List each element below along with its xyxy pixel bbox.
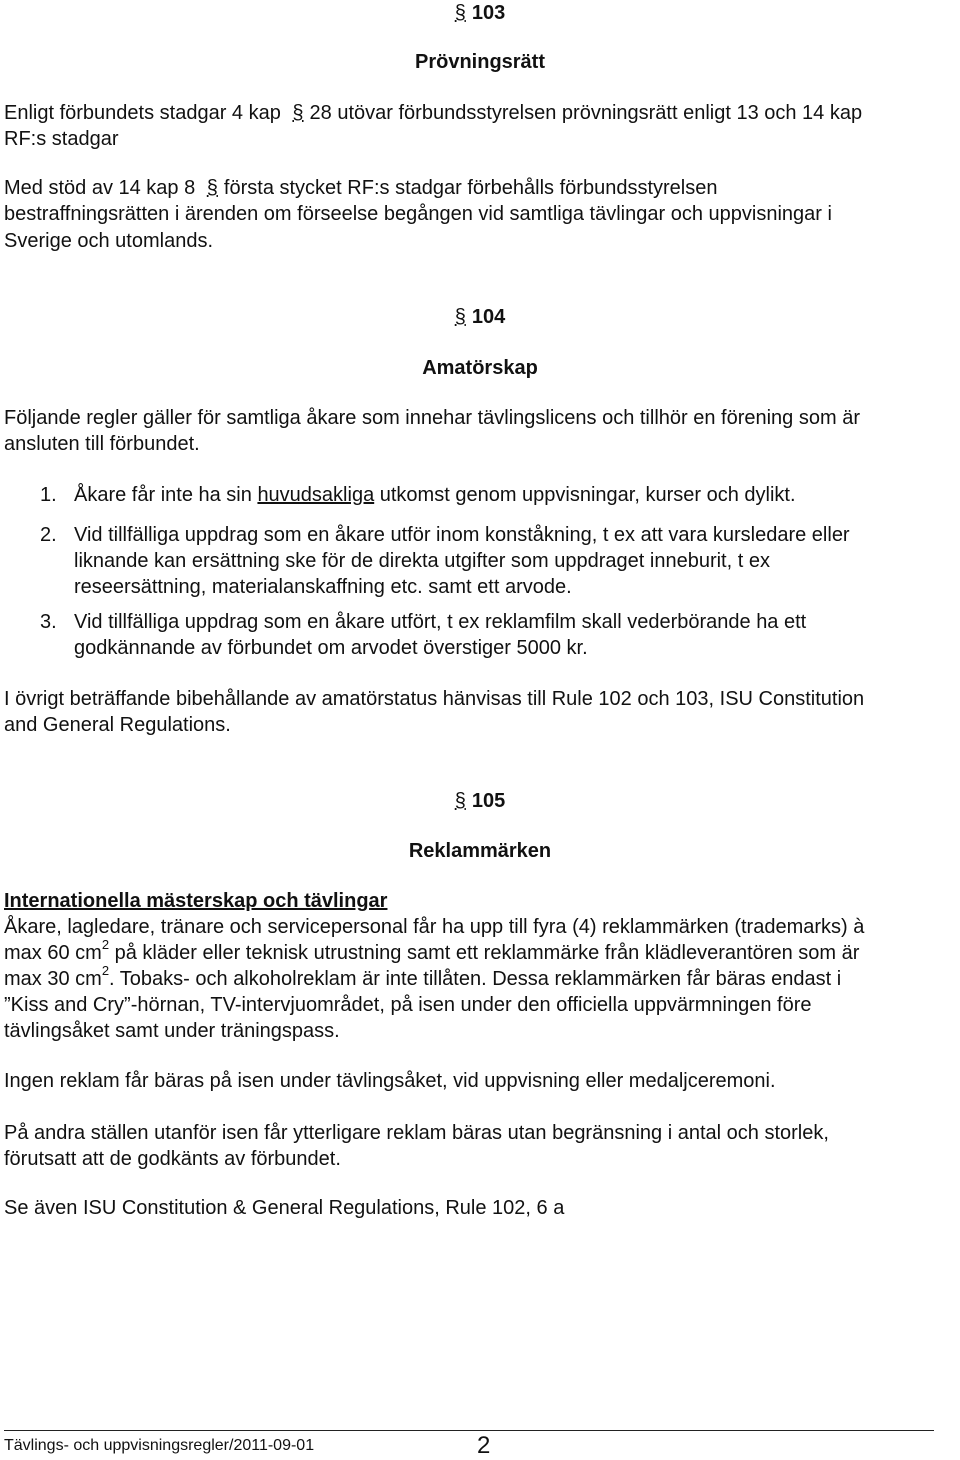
superscript: 2: [101, 963, 110, 979]
paragraph-sign-icon: §: [292, 102, 304, 124]
section-104-item-2-line-2: liknande kan ersättning ske för de direkta utgifter som uppdraget inneburit, t ex: [74, 550, 770, 572]
item-number: 2.: [40, 524, 57, 546]
superscript: 2: [101, 937, 110, 953]
section-103-title: Prövningsrätt: [414, 51, 546, 73]
section-104-title: Amatörskap: [422, 357, 538, 379]
footer-document-title: Tävlings- och uppvisningsregler/2011-09-01: [4, 1437, 315, 1454]
section-103-paragraph-2-line-1: Med stöd av 14 kap 8 § första stycket RF:s stadgar förbehålls förbundsstyrelsen: [4, 177, 718, 199]
section-105-paragraph-1-line-3: max 30 $cm^2$. Tobaks- och alkoholreklam är inte tillåten. Dessa reklammärken får bäras endast i: [4, 963, 842, 990]
section-104-item-3-line-2: godkännande av förbundet om arvodet överstiger 5000 kr.: [74, 637, 588, 659]
item-number: 3.: [40, 611, 57, 633]
underlined-term: huvudsakliga: [257, 484, 375, 506]
section-104-outro-line-1: I övrigt beträffande bibehållande av amatörstatus hänvisas till Rule 102 och 103, ISU Constitution: [4, 688, 865, 710]
paragraph-sign-icon: §: [454, 306, 466, 328]
section-103-paragraph-2-line-3: Sverige och utomlands.: [4, 230, 214, 252]
section-105-title: Reklammärken: [408, 840, 552, 862]
section-105-paragraph-2: Ingen reklam får bäras på isen under tävlingsåket, vid uppvisning eller medaljceremoni.: [4, 1070, 776, 1092]
section-105-paragraph-1-line-4: ”Kiss and Cry”-hörnan, TV-intervjuområdet, på isen under den officiella uppvärmningen före: [4, 994, 812, 1016]
section-104-item-1: 1. Åkare får inte ha sin huvudsakliga utkomst genom uppvisningar, kurser och dylikt.: [40, 484, 796, 506]
item-number: 1.: [40, 484, 57, 506]
section-105-paragraph-3-line-2: förutsatt att de godkänts av förbundet.: [4, 1148, 341, 1170]
section-105-paragraph-1-line-5: tävlingsåket samt under träningspass.: [4, 1020, 340, 1042]
section-104-item-2-line-1: 2. Vid tillfälliga uppdrag som en åkare utför inom konståkning, t ex att vara kursledare eller: [40, 524, 850, 546]
paragraph-sign-icon: §: [454, 790, 466, 812]
section-103-number: § 103: [454, 2, 506, 24]
section-103-paragraph-2-line-2: bestraffningsrätten i ärenden om förseelse begången vid samtliga tävlingar och uppvisningar i: [4, 203, 832, 225]
section-105-paragraph-4: Se även ISU Constitution & General Regulations, Rule 102, 6 a: [4, 1197, 565, 1219]
section-103-paragraph-1-line-2: RF:s stadgar: [4, 128, 119, 150]
section-104-outro-line-2: and General Regulations.: [4, 714, 231, 736]
section-104-number: § 104: [454, 306, 506, 328]
section-105-subheading: Internationella mästerskap och tävlingar: [4, 890, 388, 912]
paragraph-sign-icon: §: [454, 2, 466, 24]
section-104-item-3-line-1: 3. Vid tillfälliga uppdrag som en åkare utfört, t ex reklamfilm skall vederbörande ha ett: [40, 611, 807, 633]
section-105-number: § 105: [454, 790, 506, 812]
footer-page-number: 2: [477, 1432, 491, 1459]
section-103-paragraph-1-line-1: Enligt förbundets stadgar 4 kap § 28 utövar förbundsstyrelsen prövningsrätt enligt 13 och 14 kap: [4, 102, 863, 124]
section-104-item-2-line-3: reseersättning, materialanskaffning etc. samt ett arvode.: [74, 576, 572, 598]
footer-divider: [4, 1430, 934, 1431]
section-105-paragraph-1-line-2: max 60 $cm^2$ på kläder eller teknisk utrustning samt ett reklammärke från klädleverantören som är: [4, 937, 860, 964]
section-105-paragraph-3-line-1: På andra ställen utanför isen får ytterligare reklam bäras utan begränsning i antal och storlek,: [4, 1122, 829, 1144]
section-105-paragraph-1-line-1: Åkare, lagledare, tränare och servicepersonal får ha upp till fyra (4) reklammärken (trademarks) à: [4, 916, 865, 938]
paragraph-sign-icon: §: [206, 177, 218, 199]
section-104-intro-line-2: ansluten till förbundet.: [4, 433, 200, 455]
section-104-intro-line-1: Följande regler gäller för samtliga åkare som innehar tävlingslicens och tillhör en förening som är: [4, 407, 860, 429]
